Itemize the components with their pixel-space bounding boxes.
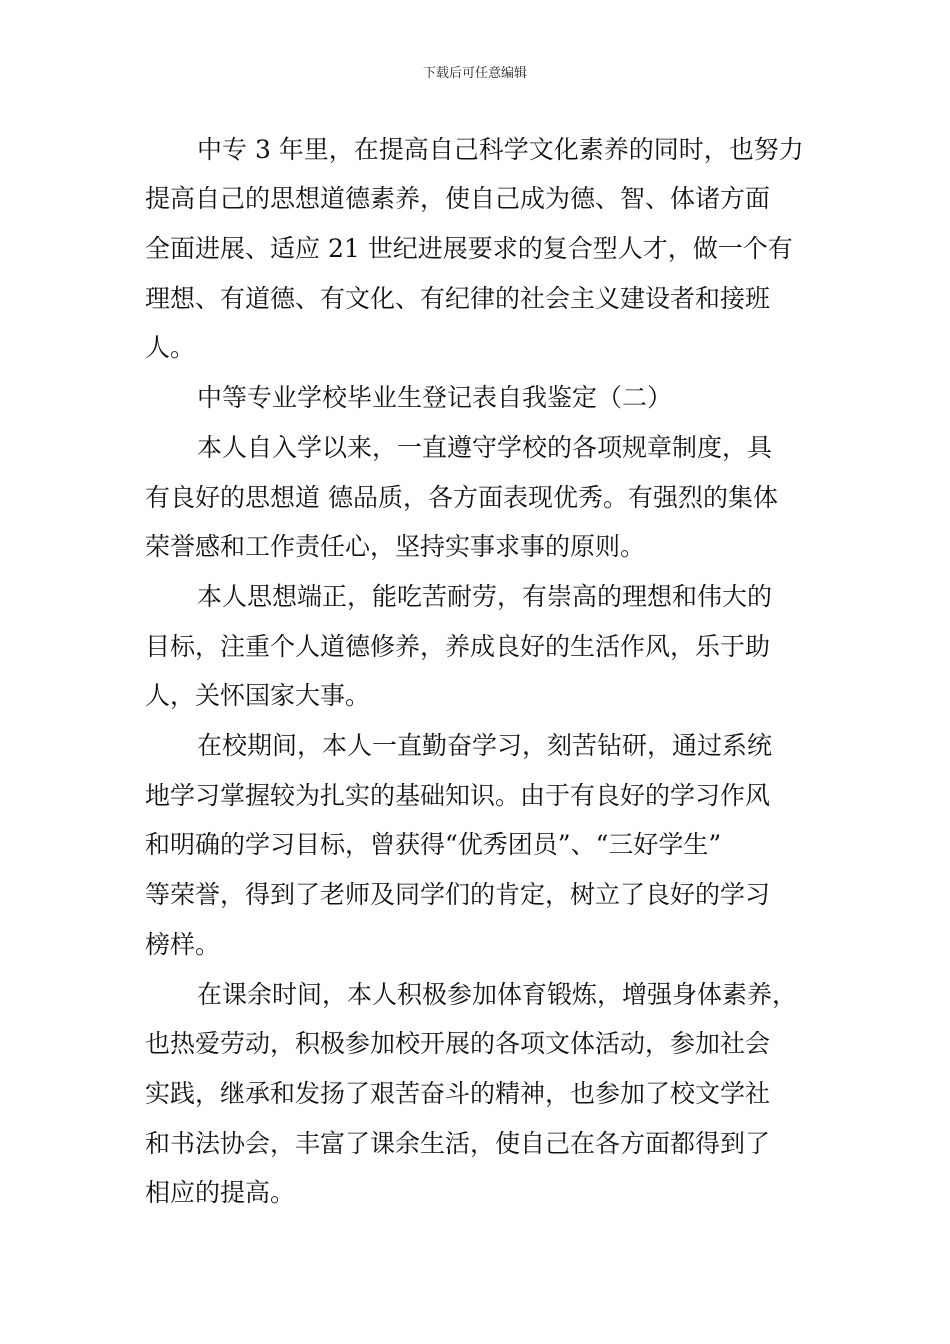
text-line: 提高自己的思想道德素养，使自己成为德、智、体诸方面 [145, 184, 771, 213]
text-line: 榜样。 [145, 930, 221, 959]
text-line: 理想、有道德、有文化、有纪律的社会主义建设者和接班 [145, 284, 771, 313]
text-line: 目标，注重个人道德修养，养成良好的生活作风，乐于助 [145, 632, 771, 661]
text-line: 在课余时间，本人积极参加体育锻炼，增强身体素养， [197, 980, 798, 1009]
text-line: 中专 3 年里，在提高自己科学文化素养的同时，也努力 [197, 135, 804, 164]
text-line: 人，关怀国家大事。 [145, 681, 371, 710]
page-header: 下载后可任意编辑 [422, 66, 527, 81]
text-line: 人。 [145, 333, 196, 362]
text-line: 有良好的思想道 德品质，各方面表现优秀。有强烈的集体 [145, 483, 778, 512]
text-line: 全面进展、适应 21 世纪进展要求的复合型人才，做一个有 [145, 234, 793, 263]
text-line: 也热爱劳动，积极参加校开展的各项文体活动，参加社会 [145, 1029, 771, 1058]
text-line: 地学习掌握较为扎实的基础知识。由于有良好的学习作风 [145, 781, 771, 810]
text-line: 本人思想端正，能吃苦耐劳，有崇高的理想和伟大的 [197, 582, 773, 611]
text-line: 实践，继承和发扬了艰苦奋斗的精神，也参加了校文学社 [145, 1079, 771, 1108]
text-line: 在校期间，本人一直勤奋学习，刻苦钻研，通过系统 [197, 731, 773, 760]
text-line: 等荣誉，得到了老师及同学们的肯定，树立了良好的学习 [145, 880, 771, 909]
text-line: 荣誉感和工作责任心，坚持实事求事的原则。 [145, 532, 646, 561]
text-line: 和明确的学习目标，曾获得“优秀团员”、“三好学生” [145, 830, 722, 859]
section-heading: 中等专业学校毕业生登记表自我鉴定（二） [197, 383, 673, 412]
text-line: 相应的提高。 [145, 1178, 296, 1207]
text-line: 本人自入学以来，一直遵守学校的各项规章制度，具 [197, 433, 773, 462]
text-line: 和书法协会，丰富了课余生活，使自己在各方面都得到了 [145, 1129, 771, 1158]
